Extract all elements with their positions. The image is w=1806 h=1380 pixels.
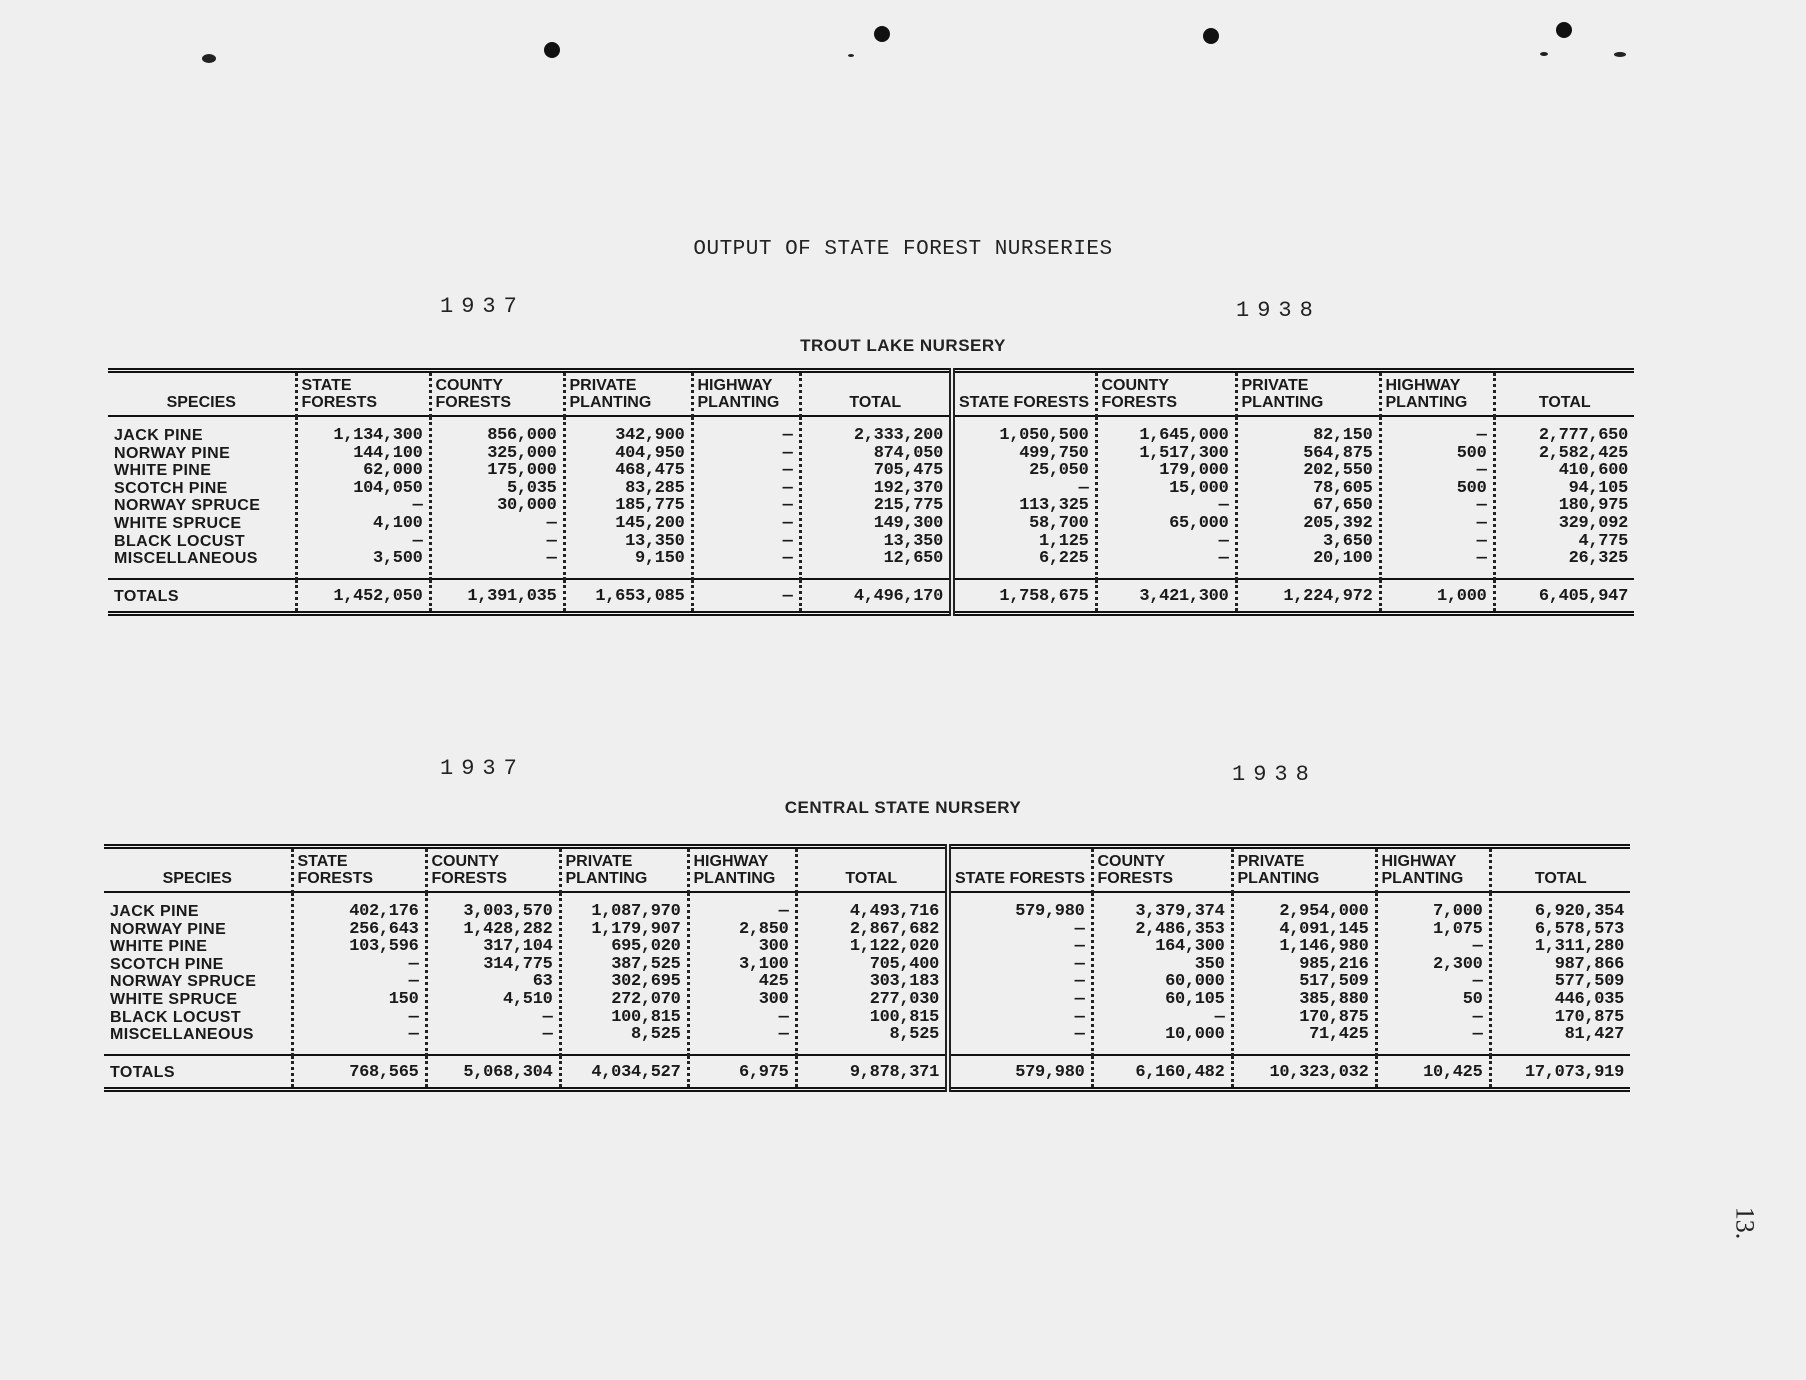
value-column-total-1938	[1490, 892, 1630, 1055]
table-cell: —	[782, 496, 793, 516]
table-cell: 3,379,374	[1135, 902, 1225, 921]
table-cell: —	[1218, 549, 1229, 569]
table-cell: 446,035	[1554, 989, 1624, 1009]
table-cell: 2,333,200	[853, 426, 943, 445]
table-cell: —	[1476, 549, 1487, 569]
table-cell: 385,880	[1299, 989, 1369, 1009]
table-cell: —	[412, 531, 423, 551]
value-column-state-1937	[292, 892, 426, 1055]
column-header-private-planting-1937: PRIVATE PLANTING	[564, 371, 692, 417]
table-cell: —	[782, 461, 793, 481]
column-header-private-planting-1937: PRIVATE PLANTING	[560, 847, 688, 893]
total-cell: 4,496,170	[800, 579, 952, 614]
table-cell: 6,578,573	[1534, 919, 1624, 939]
value-column-private-1938	[1236, 416, 1380, 579]
column-header-total-1938: TOTAL	[1494, 371, 1634, 417]
table-cell: 71,425	[1309, 1025, 1369, 1045]
table-cell: 2,867,682	[849, 919, 939, 939]
table-cell: 78,605	[1313, 478, 1373, 498]
table-cell: 1,087,970	[591, 902, 681, 921]
table-cell: 215,775	[873, 496, 943, 516]
column-header-state-forests-1938: STATE FORESTS	[948, 847, 1092, 893]
trout-lake-table	[108, 368, 1634, 616]
table-cell: 12,650	[883, 549, 943, 569]
table-cell: 3,650	[1322, 531, 1373, 551]
table-cell: 67,650	[1313, 496, 1373, 516]
table-cell: 1,179,907	[591, 919, 681, 939]
data-block-row	[108, 416, 1634, 579]
value-column-county-1937	[430, 416, 564, 579]
species-label: NORWAY SPRUCE	[114, 497, 261, 515]
table-cell: 9,150	[634, 549, 685, 569]
table-cell: —	[782, 443, 793, 463]
table-cell: 100,815	[611, 1007, 681, 1027]
table-cell: 4,493,716	[849, 902, 939, 921]
column-header-species: SPECIES	[108, 371, 296, 417]
column-header-total-1938: TOTAL	[1490, 847, 1630, 893]
table-cell: 26,325	[1568, 549, 1628, 569]
table-cell: 1,050,500	[999, 426, 1089, 445]
table-cell: —	[1472, 972, 1483, 992]
column-header-county-forests-1937: COUNTY FORESTS	[430, 371, 564, 417]
table-cell: —	[782, 426, 793, 445]
nursery-title: TROUT LAKE NURSERY	[800, 336, 1006, 355]
table-cell: 2,954,000	[1279, 902, 1369, 921]
table-cell: 6,920,354	[1534, 902, 1624, 921]
value-column-private-1937	[560, 892, 688, 1055]
table-cell: 1,075	[1432, 919, 1483, 939]
value-column-state-1938	[952, 416, 1096, 579]
column-header-highway-planting-1938: HIGHWAY PLANTING	[1380, 371, 1494, 417]
year-label-1937: 1937	[440, 294, 525, 319]
table-cell: 8,525	[889, 1025, 939, 1045]
table-cell: 404,950	[615, 443, 685, 463]
value-column-county-1938	[1096, 416, 1236, 579]
table-cell: —	[782, 531, 793, 551]
table-cell: 15,000	[1169, 478, 1229, 498]
table-cell: 1,517,300	[1139, 443, 1229, 463]
data-block-row	[104, 892, 1630, 1055]
table-cell: 13,350	[625, 531, 685, 551]
total-cell: 9,878,371	[796, 1055, 948, 1090]
table-cell: 300	[758, 989, 789, 1009]
value-column-total-1938	[1494, 416, 1634, 579]
table-cell: 205,392	[1303, 513, 1373, 533]
table-cell: 410,600	[1558, 461, 1628, 481]
table-cell: 20,100	[1313, 549, 1373, 569]
table-cell: —	[1074, 919, 1085, 939]
table-cell: 579,980	[1015, 902, 1085, 921]
table-cell: —	[782, 549, 793, 569]
table-cell: —	[1074, 1025, 1085, 1045]
document-title: OUTPUT OF STATE FOREST NURSERIES	[693, 238, 1113, 261]
speck	[1614, 52, 1626, 57]
totals-row	[108, 579, 1634, 614]
table-cell: —	[778, 1025, 789, 1045]
table-cell: 94,105	[1568, 478, 1628, 498]
table-cell: 7,000	[1432, 902, 1483, 921]
column-header-species: SPECIES	[104, 847, 292, 893]
table-cell: —	[1074, 972, 1085, 992]
table-cell: 402,176	[349, 902, 419, 921]
totals-label: TOTALS	[104, 1055, 292, 1090]
value-column-highway-1938	[1376, 892, 1490, 1055]
total-cell: 10,323,032	[1232, 1055, 1376, 1090]
table-cell: 425	[758, 972, 789, 992]
table-cell: —	[546, 549, 557, 569]
column-header-county-forests-1937: COUNTY FORESTS	[426, 847, 560, 893]
table-cell: —	[778, 902, 789, 921]
species-label: WHITE PINE	[110, 938, 208, 956]
value-column-private-1938	[1232, 892, 1376, 1055]
table-cell: —	[1476, 513, 1487, 533]
column-header-total-1937: TOTAL	[796, 847, 948, 893]
table-cell: 695,020	[611, 937, 681, 957]
species-label: WHITE PINE	[114, 462, 212, 480]
year-label-1937: 1937	[440, 756, 525, 781]
column-header-county-forests-1938: COUNTY FORESTS	[1092, 847, 1232, 893]
table-cell: —	[546, 513, 557, 533]
species-label: BLACK LOCUST	[110, 1008, 242, 1026]
binder-hole	[544, 42, 560, 58]
totals-row	[104, 1055, 1630, 1090]
table-cell: 4,510	[502, 989, 553, 1009]
table-cell: 302,695	[611, 972, 681, 992]
table-cell: —	[1472, 1025, 1483, 1045]
table-cell: 2,486,353	[1135, 919, 1225, 939]
table-cell: —	[408, 1025, 419, 1045]
table-cell: 202,550	[1303, 461, 1373, 481]
total-cell: 17,073,919	[1490, 1055, 1630, 1090]
total-cell: 768,565	[292, 1055, 426, 1090]
total-cell: 1,391,035	[430, 579, 564, 614]
table-cell: 3,500	[372, 549, 423, 569]
column-header-highway-planting-1938: HIGHWAY PLANTING	[1376, 847, 1490, 893]
total-cell: 6,405,947	[1494, 579, 1634, 614]
speck	[202, 54, 216, 63]
nursery-title: CENTRAL STATE NURSERY	[784, 798, 1022, 817]
table-cell: 60,000	[1165, 972, 1225, 992]
total-cell: 10,425	[1376, 1055, 1490, 1090]
table-cell: 500	[1456, 443, 1487, 463]
table-cell: —	[1472, 937, 1483, 957]
table-cell: —	[1074, 1007, 1085, 1027]
table-cell: 2,777,650	[1538, 426, 1628, 445]
table-cell: 325,000	[487, 443, 557, 463]
column-header-total-1937: TOTAL	[800, 371, 952, 417]
year-label-1938: 1938	[1232, 762, 1317, 787]
table-cell: 150	[388, 989, 419, 1009]
species-label: NORWAY PINE	[114, 444, 231, 462]
table-cell: 30,000	[497, 496, 557, 516]
page-number: 13.	[1730, 1206, 1760, 1240]
value-column-total-1937	[796, 892, 948, 1055]
table-cell: 192,370	[873, 478, 943, 498]
table-cell: —	[546, 531, 557, 551]
table-cell: —	[1476, 531, 1487, 551]
total-cell: 1,224,972	[1236, 579, 1380, 614]
table-cell: 185,775	[615, 496, 685, 516]
species-label: SCOTCH PINE	[110, 955, 224, 973]
binder-hole	[1203, 28, 1219, 44]
total-cell: 4,034,527	[560, 1055, 688, 1090]
total-cell: 5,068,304	[426, 1055, 560, 1090]
table-cell: 517,509	[1299, 972, 1369, 992]
table-cell: 58,700	[1029, 513, 1089, 533]
table-cell: 8,525	[630, 1025, 681, 1045]
table-cell: 499,750	[1019, 443, 1089, 463]
column-header-highway-planting-1937: HIGHWAY PLANTING	[688, 847, 796, 893]
column-header-state-forests-1938: STATE FORESTS	[952, 371, 1096, 417]
table-cell: 13,350	[883, 531, 943, 551]
table-cell: 103,596	[349, 937, 419, 957]
table-cell: —	[1476, 426, 1487, 445]
header-row	[108, 371, 1634, 417]
table-cell: 2,300	[1432, 954, 1483, 974]
binder-hole	[874, 26, 890, 42]
table-cell: 3,100	[738, 954, 789, 974]
table-cell: —	[1476, 496, 1487, 516]
table-cell: 4,775	[1578, 531, 1628, 551]
table-cell: 500	[1456, 478, 1487, 498]
total-cell: 579,980	[948, 1055, 1092, 1090]
table-cell: 4,100	[372, 513, 423, 533]
table-cell: 1,125	[1038, 531, 1089, 551]
table-cell: 113,325	[1019, 496, 1089, 516]
table-cell: 50	[1462, 989, 1483, 1009]
table-cell: 874,050	[873, 443, 943, 463]
table-cell: 100,815	[869, 1007, 939, 1027]
table-cell: 468,475	[615, 461, 685, 481]
table-cell: 145,200	[615, 513, 685, 533]
speck	[848, 54, 854, 57]
table-cell: 82,150	[1313, 426, 1373, 445]
header-row	[104, 847, 1630, 893]
table-cell: 170,875	[1299, 1007, 1369, 1027]
table-cell: 272,070	[611, 989, 681, 1009]
column-header-private-planting-1938: PRIVATE PLANTING	[1236, 371, 1380, 417]
speck	[1540, 52, 1548, 56]
table-cell: —	[1078, 478, 1089, 498]
species-label: BLACK LOCUST	[114, 532, 246, 550]
table-cell: 63	[532, 972, 553, 992]
table-cell: 1,428,282	[463, 919, 553, 939]
table-cell: 180,975	[1558, 496, 1628, 516]
table-cell: 987,866	[1554, 954, 1624, 974]
table-cell: —	[1476, 461, 1487, 481]
table-cell: 2,850	[738, 919, 789, 939]
table-cell: —	[1074, 989, 1085, 1009]
table-cell: —	[408, 954, 419, 974]
table-cell: —	[412, 496, 423, 516]
table-cell: 277,030	[869, 989, 939, 1009]
table-cell: 856,000	[487, 426, 557, 445]
table-cell: 62,000	[363, 461, 423, 481]
table-cell: 65,000	[1169, 513, 1229, 533]
table-cell: 1,134,300	[333, 426, 423, 445]
binder-hole	[1556, 22, 1572, 38]
column-header-highway-planting-1937: HIGHWAY PLANTING	[692, 371, 800, 417]
total-cell: 1,758,675	[952, 579, 1096, 614]
table-cell: 256,643	[349, 919, 419, 939]
table-cell: 1,122,020	[849, 937, 939, 957]
total-cell: 1,452,050	[296, 579, 430, 614]
table-cell: 149,300	[873, 513, 943, 533]
table-cell: 314,775	[483, 954, 553, 974]
table-cell: 164,300	[1155, 937, 1225, 957]
table-cell: —	[1472, 1007, 1483, 1027]
table-cell: 985,216	[1299, 954, 1369, 974]
table-cell: —	[1214, 1007, 1225, 1027]
table-cell: 144,100	[353, 443, 423, 463]
total-cell: 1,653,085	[564, 579, 692, 614]
table-cell: 329,092	[1558, 513, 1628, 533]
species-label: WHITE SPRUCE	[110, 990, 238, 1008]
total-cell: 6,975	[688, 1055, 796, 1090]
species-column	[108, 416, 296, 579]
table-cell: 577,509	[1554, 972, 1624, 992]
species-label: MISCELLANEOUS	[110, 1026, 254, 1044]
table-cell: 4,091,145	[1279, 919, 1369, 939]
species-column	[104, 892, 292, 1055]
value-column-total-1937	[800, 416, 952, 579]
total-cell: 6,160,482	[1092, 1055, 1232, 1090]
species-label: JACK PINE	[114, 427, 203, 444]
value-column-county-1937	[426, 892, 560, 1055]
table-cell: —	[542, 1025, 553, 1045]
table-cell: 564,875	[1303, 443, 1373, 463]
table-cell: 300	[758, 937, 789, 957]
table-cell: —	[408, 1007, 419, 1027]
value-column-private-1937	[564, 416, 692, 579]
table-cell: 387,525	[611, 954, 681, 974]
table-cell: 3,003,570	[463, 902, 553, 921]
central-state-table	[104, 844, 1630, 1092]
species-label: WHITE SPRUCE	[114, 514, 242, 532]
value-column-state-1937	[296, 416, 430, 579]
table-cell: —	[1218, 496, 1229, 516]
total-cell: —	[692, 579, 800, 614]
value-column-highway-1937	[692, 416, 800, 579]
table-cell: 25,050	[1029, 461, 1089, 481]
table-cell: 303,183	[869, 972, 939, 992]
table-cell: 1,645,000	[1139, 426, 1229, 445]
column-header-state-forests-1937: STATE FORESTS	[292, 847, 426, 893]
total-cell: 3,421,300	[1096, 579, 1236, 614]
table-cell: 10,000	[1165, 1025, 1225, 1045]
column-header-private-planting-1938: PRIVATE PLANTING	[1232, 847, 1376, 893]
table-cell: 175,000	[487, 461, 557, 481]
value-column-county-1938	[1092, 892, 1232, 1055]
table-cell: 179,000	[1159, 461, 1229, 481]
year-label-1938: 1938	[1236, 298, 1321, 323]
table-cell: 5,035	[506, 478, 557, 498]
value-column-highway-1937	[688, 892, 796, 1055]
table-cell: 81,427	[1564, 1025, 1624, 1045]
table-cell: 705,400	[869, 954, 939, 974]
table-cell: 1,146,980	[1279, 937, 1369, 957]
table-cell: 60,105	[1165, 989, 1225, 1009]
table-cell: —	[1218, 531, 1229, 551]
value-column-highway-1938	[1380, 416, 1494, 579]
species-label: JACK PINE	[110, 903, 199, 920]
table-cell: —	[542, 1007, 553, 1027]
column-header-county-forests-1938: COUNTY FORESTS	[1096, 371, 1236, 417]
table-cell: 350	[1194, 954, 1225, 974]
table-cell: 6,225	[1038, 549, 1089, 569]
value-column-state-1938	[948, 892, 1092, 1055]
table-cell: 705,475	[873, 461, 943, 481]
species-label: MISCELLANEOUS	[114, 550, 258, 568]
table-cell: —	[1074, 954, 1085, 974]
species-label: NORWAY PINE	[110, 920, 227, 938]
table-cell: 317,104	[483, 937, 553, 957]
table-cell: 342,900	[615, 426, 685, 445]
table-cell: 83,285	[625, 478, 685, 498]
table-cell: —	[782, 513, 793, 533]
table-cell: 170,875	[1554, 1007, 1624, 1027]
table-cell: —	[1074, 937, 1085, 957]
species-label: SCOTCH PINE	[114, 479, 228, 497]
table-cell: —	[778, 1007, 789, 1027]
table-cell: —	[408, 972, 419, 992]
total-cell: 1,000	[1380, 579, 1494, 614]
table-cell: 104,050	[353, 478, 423, 498]
column-header-state-forests-1937: STATE FORESTS	[296, 371, 430, 417]
totals-label: TOTALS	[108, 579, 296, 614]
table-cell: 1,311,280	[1534, 937, 1624, 957]
species-label: NORWAY SPRUCE	[110, 973, 257, 991]
table-cell: 2,582,425	[1538, 443, 1628, 463]
table-cell: —	[782, 478, 793, 498]
